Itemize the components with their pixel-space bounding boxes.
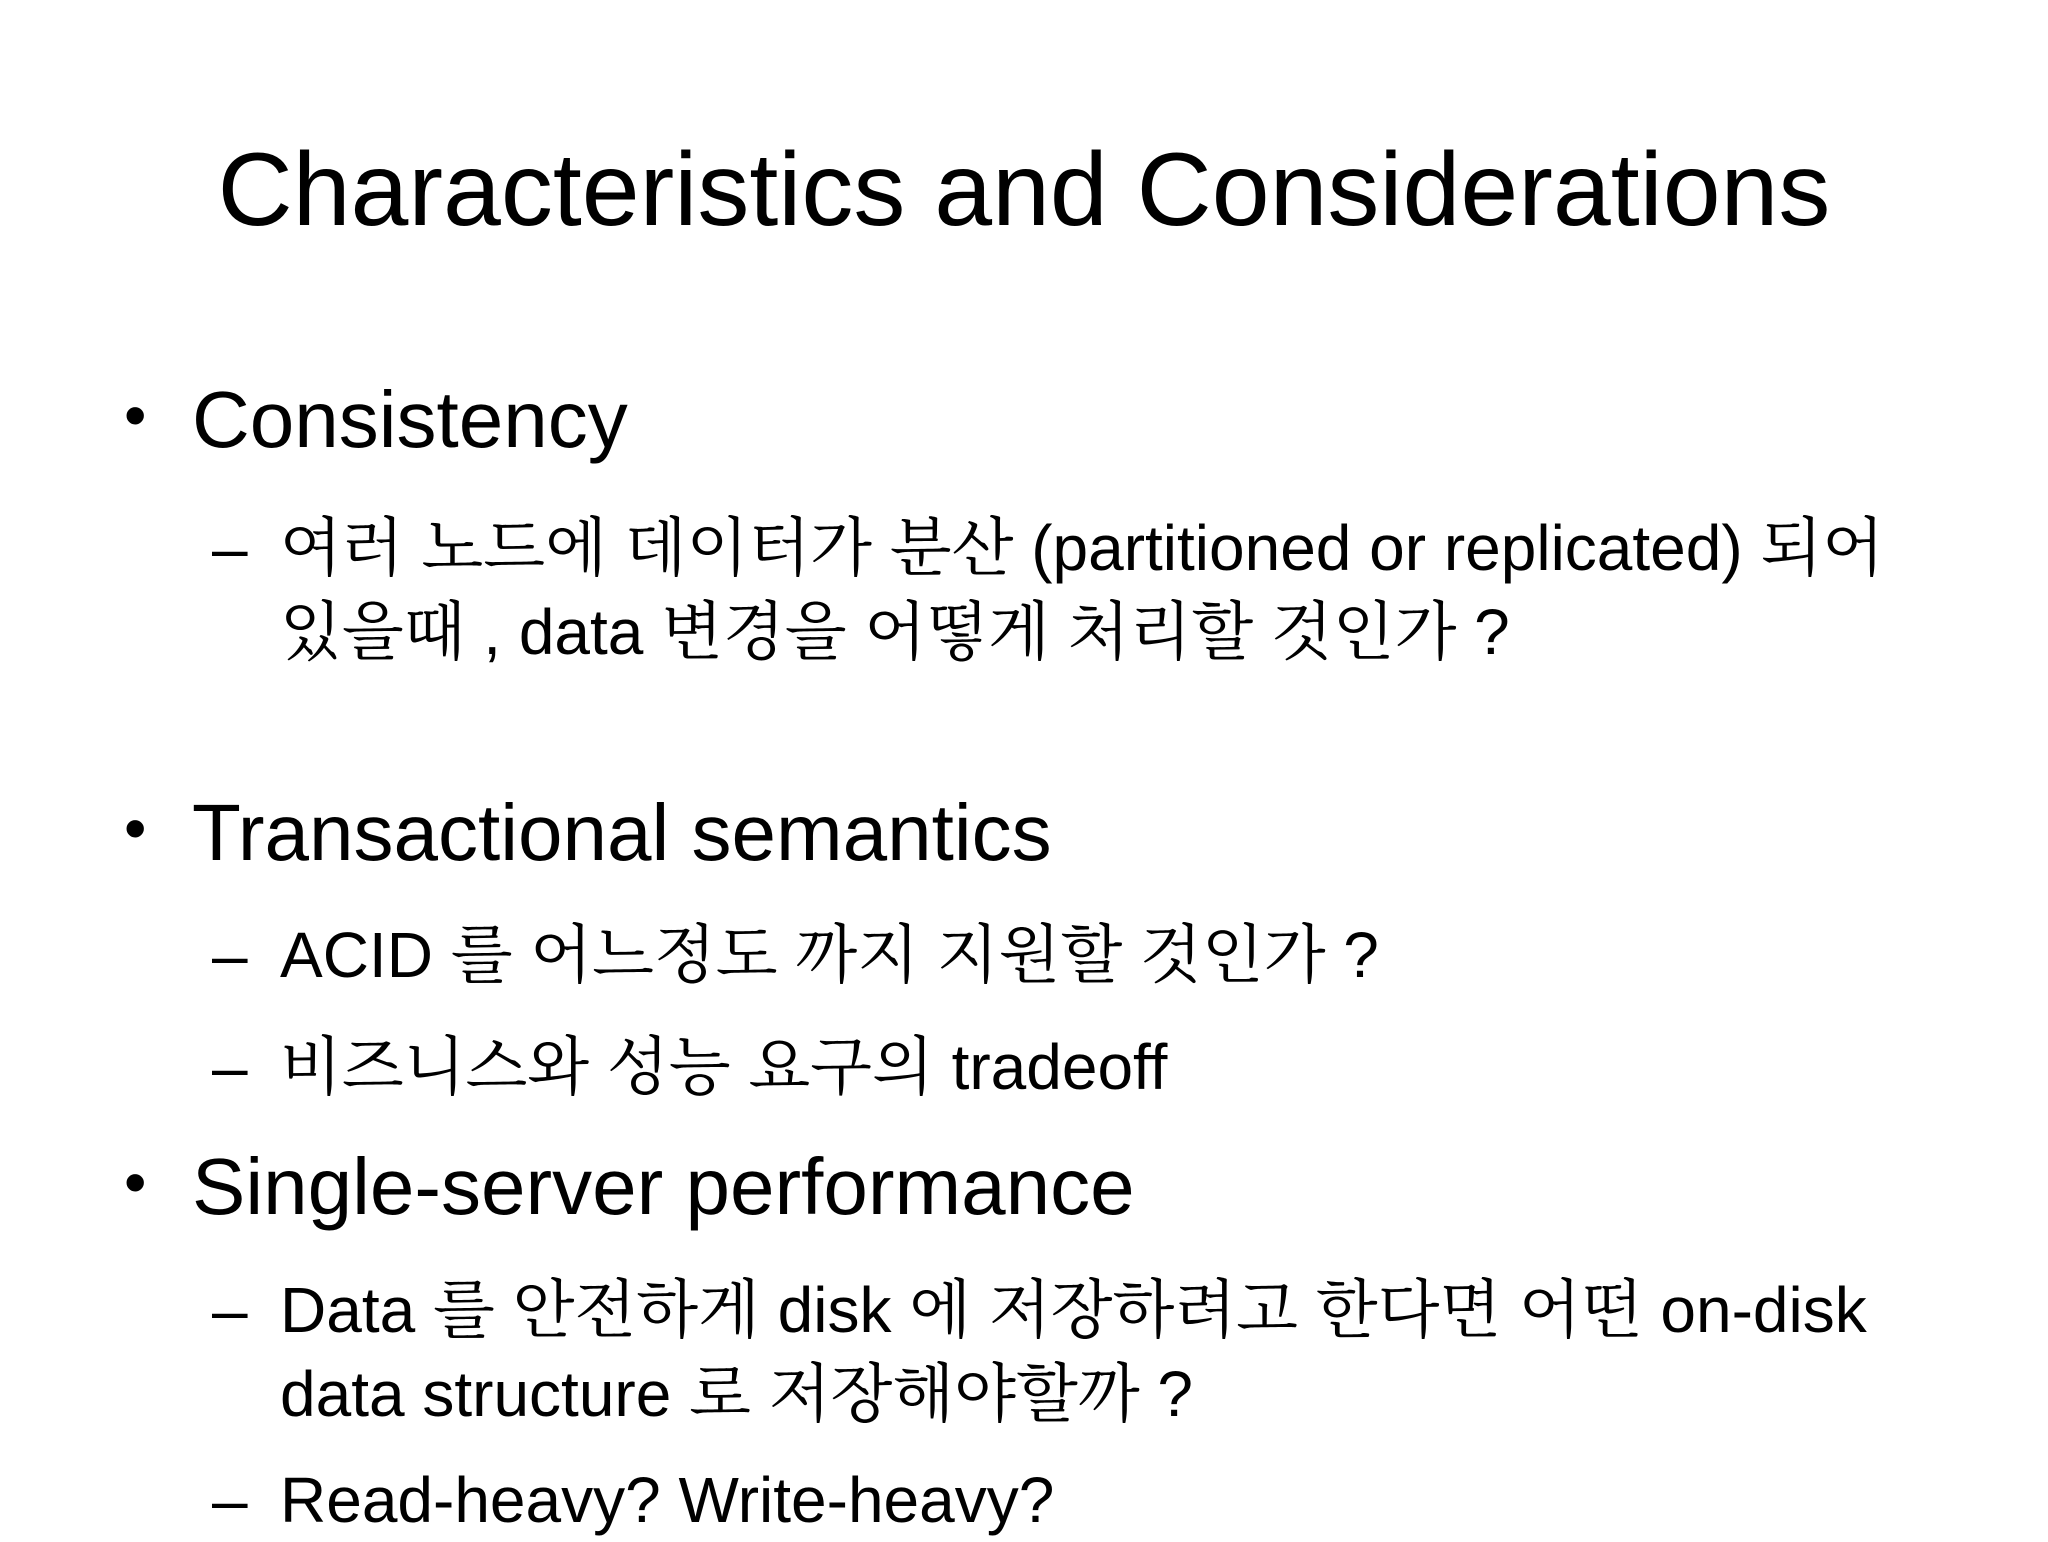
sub-bullet-glyph: –: [212, 512, 248, 584]
sub-bullet-label: Read-heavy? Write-heavy?: [280, 1464, 1055, 1536]
sub-bullet-glyph: –: [212, 1274, 248, 1346]
bullet-label: Single-server performance: [192, 1142, 1135, 1231]
bullet-label: Transactional semantics: [192, 788, 1052, 877]
sub-bullet-glyph: –: [212, 1031, 248, 1103]
bullet-glyph: •: [124, 379, 147, 451]
sub-bullet-label: 여러 노드에 데이터가 분산 (partitioned or replicated) 되어 있을때 , data 변경을 어떻게 처리할 것인가 ?: [280, 512, 1885, 668]
bullet-label: Consistency: [192, 375, 628, 464]
sub-bullet-glyph: –: [212, 1464, 248, 1536]
slide-title: Characteristics and Considerations: [217, 132, 1831, 248]
sub-bullet-label: 비즈니스와 성능 요구의 tradeoff: [280, 1031, 1168, 1103]
sub-bullet-label: Data 를 안전하게 disk 에 저장하려고 한다면 어떤 on-disk data structure 로 저장해야할까 ?: [280, 1274, 1867, 1430]
sub-bullet-label: ACID 를 어느정도 까지 지원할 것인가 ?: [280, 919, 1379, 991]
bullet-glyph: •: [124, 1146, 147, 1218]
sub-bullet-glyph: –: [212, 919, 248, 991]
bullet-glyph: •: [124, 792, 147, 864]
